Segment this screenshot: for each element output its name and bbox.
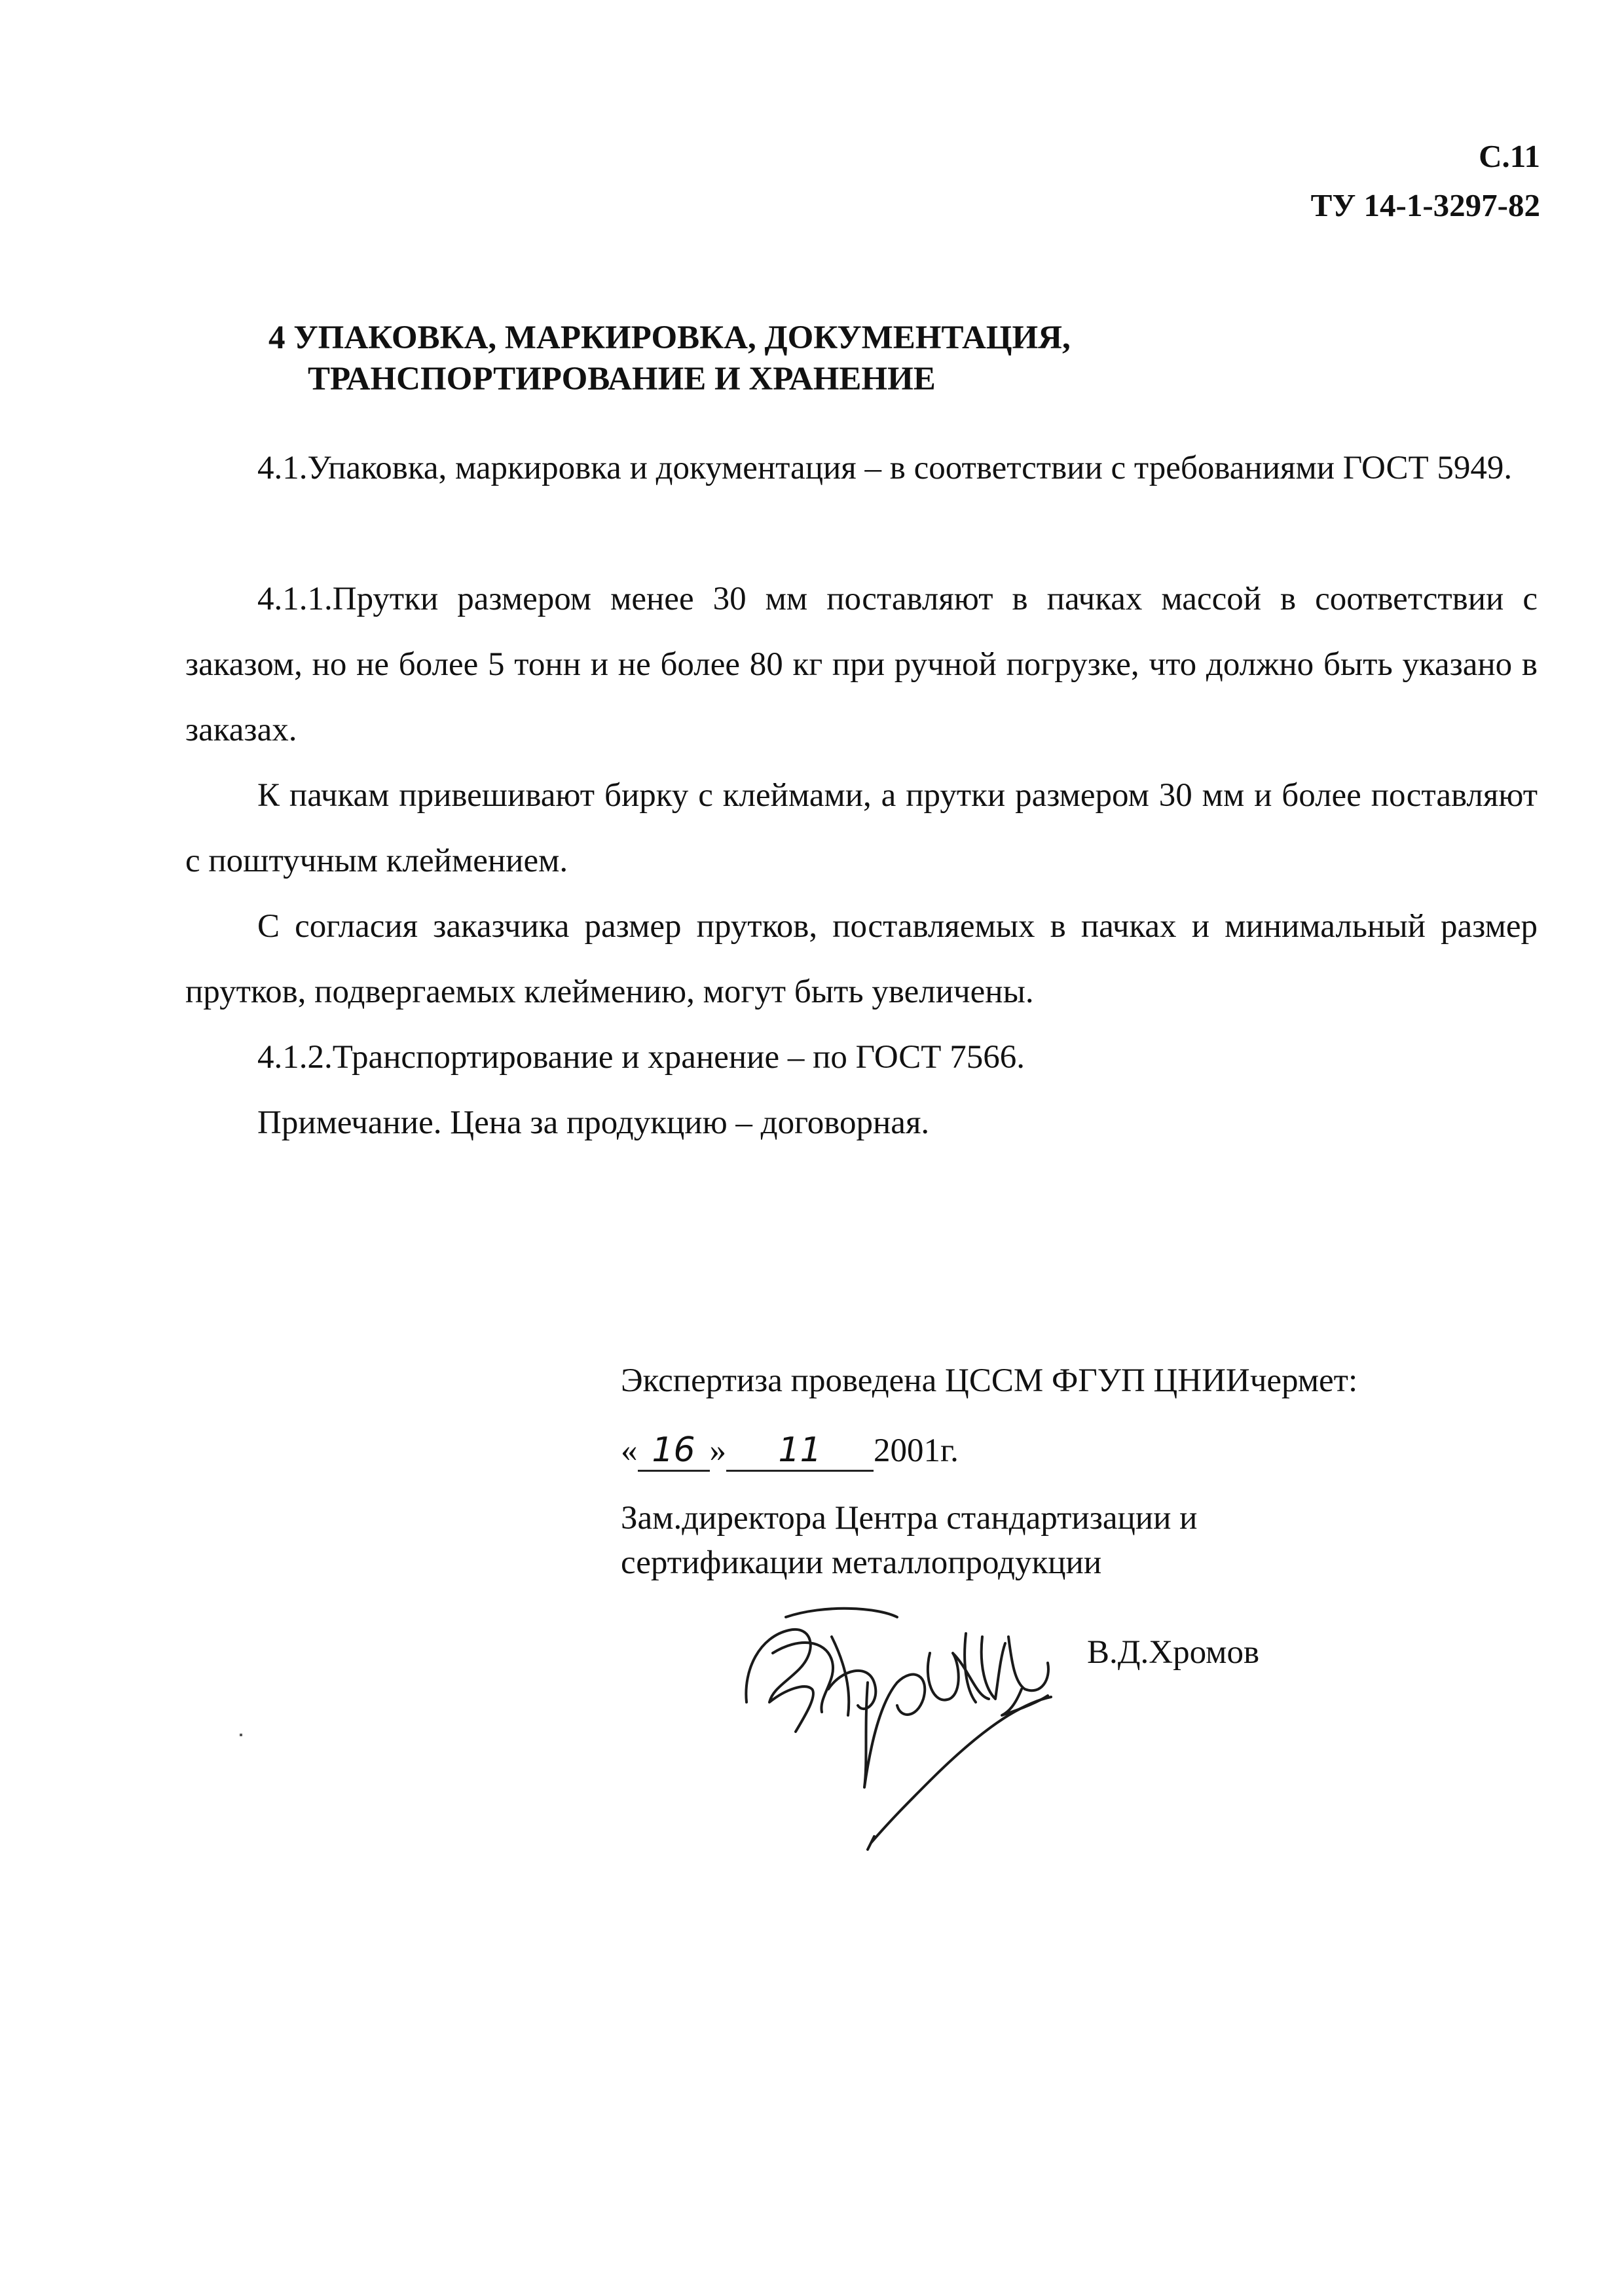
paragraph-text: 4.1.1.Прутки размером менее 30 мм поставляют в пачках массой в соответствии с заказом, но не более 5 тонн и не более 80 кг при ручной погрузке, что должно быть указано в заказах. (185, 581, 1538, 748)
date-month: 11 (778, 1430, 822, 1470)
paragraph-text: С согласия заказчика размер прутков, поставляемых в пачках и минимальный размер прутков, подвергаемых клеймению, могут быть увеличены. (185, 908, 1538, 1010)
paragraph-consent (185, 894, 1538, 1025)
paragraph-text: К пачкам привешивают бирку с клеймами, а прутки размером 30 мм и более поставляют с поштучным клеймением. (185, 777, 1538, 879)
date-day-field (638, 1430, 710, 1472)
document-code: ТУ 14-1-3297-82 (1310, 187, 1540, 223)
signer-name: В.Д.Хромов (1087, 1634, 1260, 1671)
expertise-date (621, 1430, 959, 1472)
paragraph-tags (185, 763, 1538, 894)
expertise-line: Экспертиза проведена ЦССМ ФГУП ЦНИИчермет: (621, 1362, 1358, 1399)
paragraph-4-1 (185, 435, 1538, 501)
date-month-field (726, 1430, 874, 1472)
position-line2: сертификации металлопродукции (621, 1544, 1102, 1581)
paragraph-text: 4.1.Упаковка, маркировка и документация – в соответствии с требованиями ГОСТ 5949. (257, 450, 1513, 486)
signature (733, 1591, 1074, 1866)
paragraph-4-1-1 (185, 566, 1538, 763)
signature-lettering: Хромов (1061, 1597, 1063, 1598)
date-day: 16 (652, 1430, 695, 1470)
quote-close: » (709, 1432, 726, 1469)
paragraph-note (185, 1090, 1538, 1156)
paragraph-4-1-2 (185, 1025, 1538, 1090)
section-title-line1: 4 УПАКОВКА, МАРКИРОВКА, ДОКУМЕНТАЦИЯ, (268, 319, 1071, 356)
quote-open: « (621, 1432, 638, 1469)
paragraph-text: 4.1.2.Транспортирование и хранение – по ГОСТ 7566. (257, 1039, 1025, 1076)
section-title-line2: ТРАНСПОРТИРОВАНИЕ И ХРАНЕНИЕ (308, 361, 936, 397)
paragraph-text: Примечание. Цена за продукцию – договорная. (257, 1104, 930, 1141)
date-year: 2001г. (874, 1432, 959, 1469)
page-number: С.11 (1479, 138, 1540, 174)
scan-dot (240, 1734, 242, 1736)
position-line1: Зам.директора Центра стандартизации и (621, 1500, 1198, 1537)
